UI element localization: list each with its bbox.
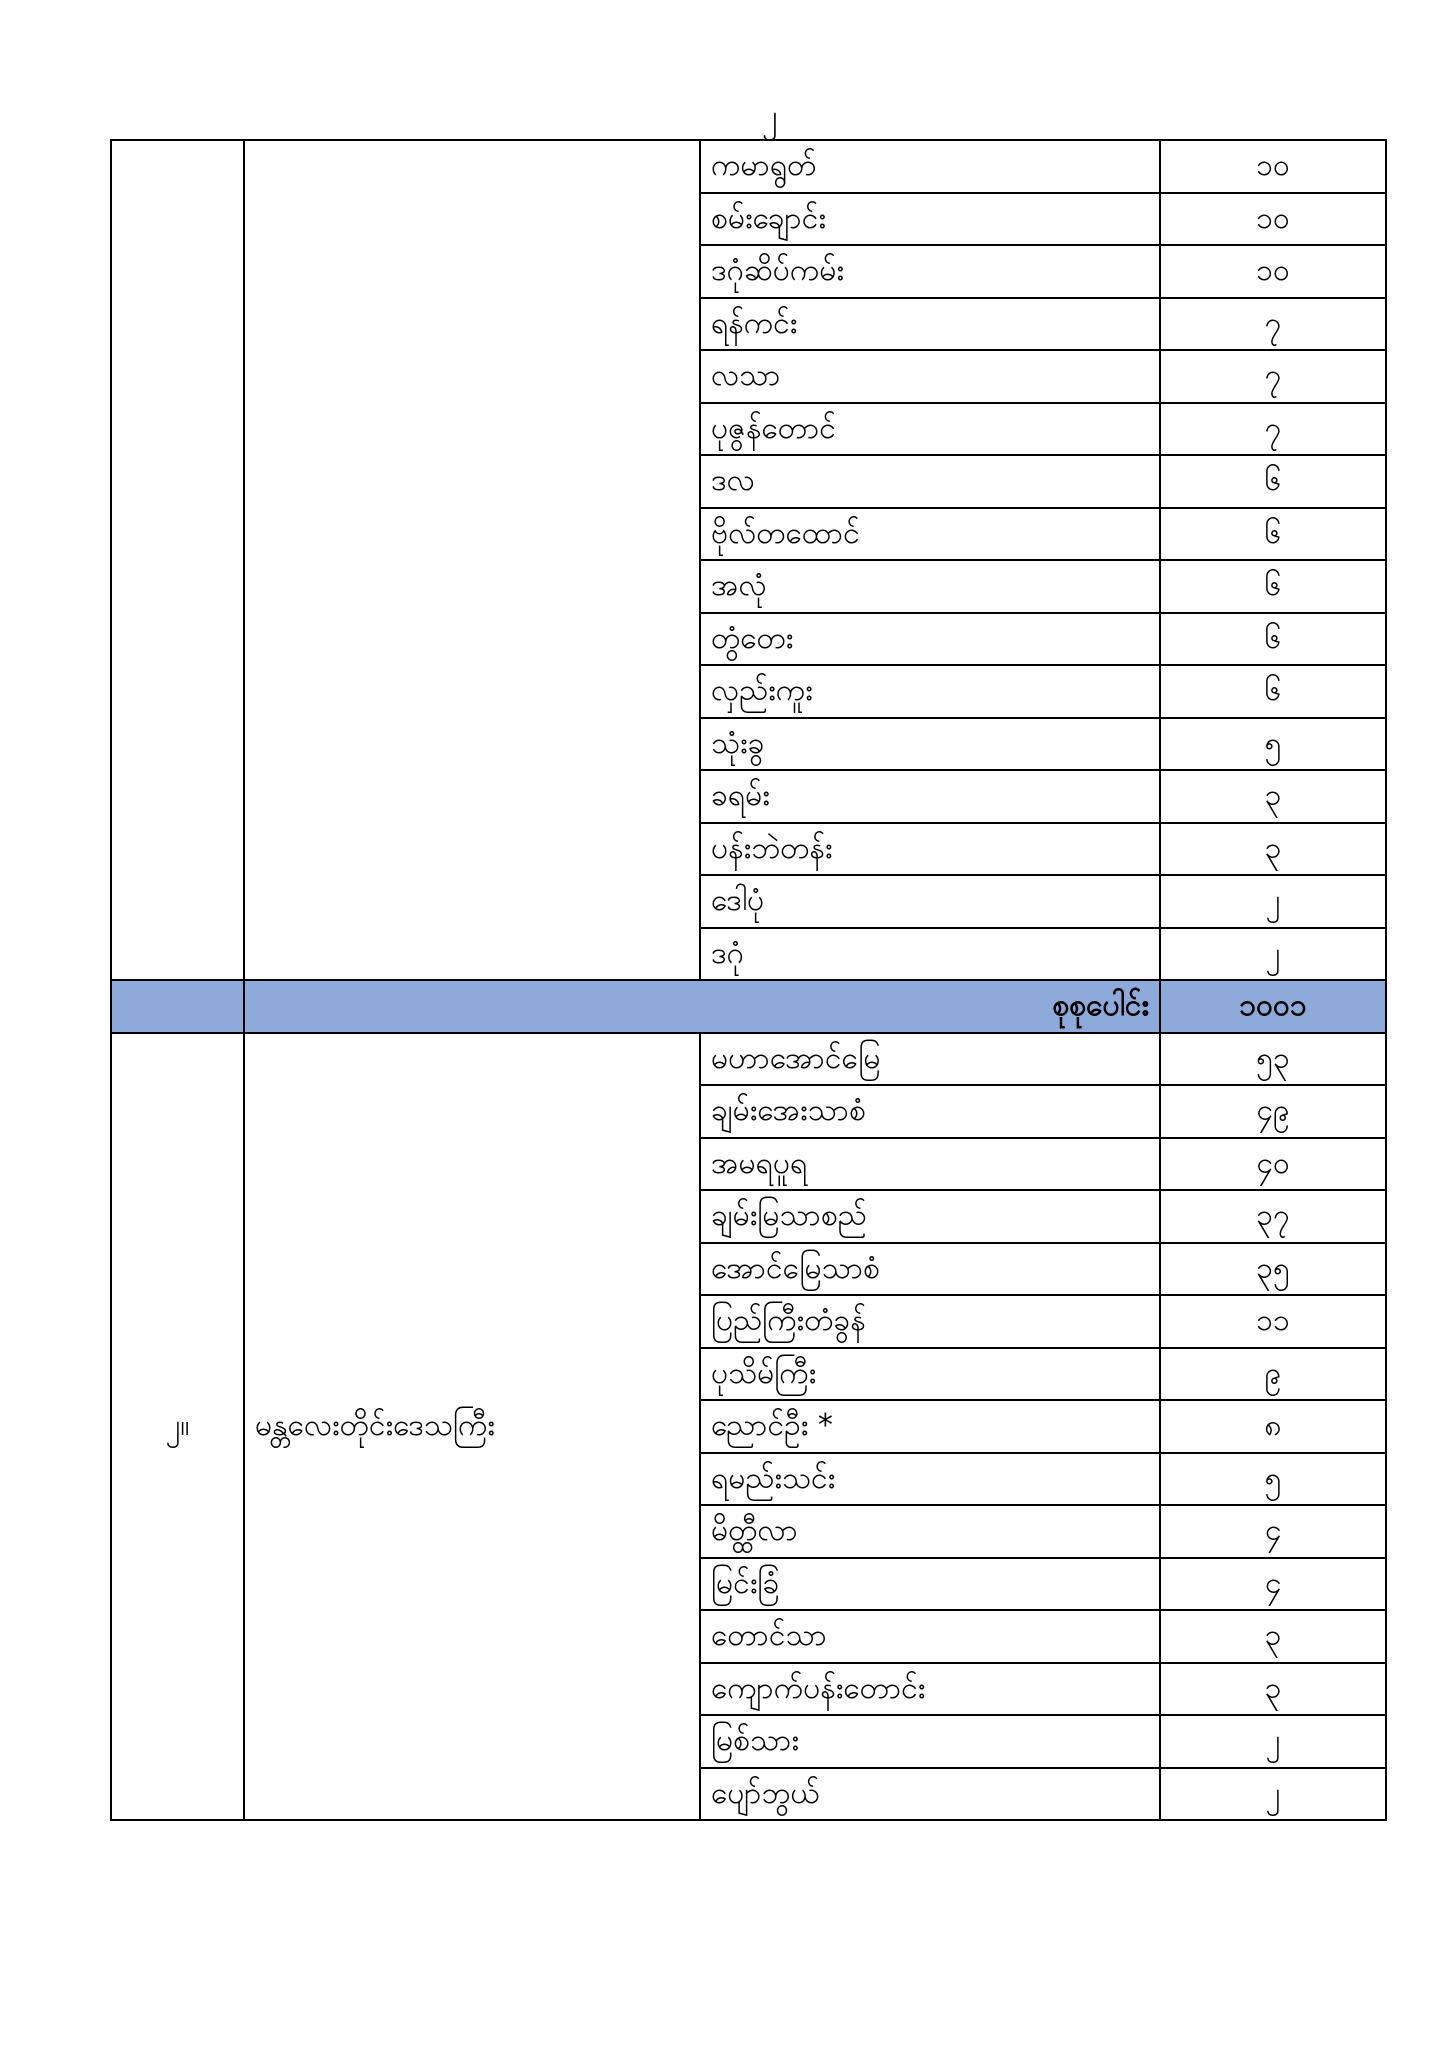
township-count: ၁၀ bbox=[1160, 140, 1386, 193]
township-name: ဒဂုံဆိပ်ကမ်း bbox=[700, 245, 1160, 298]
township-name: ပျော်ဘွယ် bbox=[700, 1768, 1160, 1821]
total-row bbox=[111, 980, 1386, 1033]
township-count: ၂ bbox=[1160, 875, 1386, 928]
township-name: ပန်းဘဲတန်း bbox=[700, 823, 1160, 876]
township-count: ၂ bbox=[1160, 1768, 1386, 1821]
township-name: စမ်းချောင်း bbox=[700, 193, 1160, 246]
township-name: ဒေါပုံ bbox=[700, 875, 1160, 928]
township-name: လသာ bbox=[700, 350, 1160, 403]
section-1-body bbox=[111, 140, 1386, 980]
section-2-body bbox=[111, 1033, 1386, 1821]
township-count: ၃၅ bbox=[1160, 1243, 1386, 1296]
section-number: ၂။ bbox=[111, 1033, 244, 1821]
township-name: ညောင်ဦး * bbox=[700, 1400, 1160, 1453]
township-count: ၄ bbox=[1160, 1505, 1386, 1558]
township-name: ဒလ bbox=[700, 455, 1160, 508]
township-count: ၅၃ bbox=[1160, 1033, 1386, 1086]
township-name: ဗိုလ်တထောင် bbox=[700, 508, 1160, 561]
township-count: ၈ bbox=[1160, 1400, 1386, 1453]
township-count: ၆ bbox=[1160, 508, 1386, 561]
total-label: စုစုပေါင်း bbox=[244, 980, 1160, 1033]
township-name: ရမည်းသင်း bbox=[700, 1453, 1160, 1506]
township-name: ဒဂုံ bbox=[700, 928, 1160, 981]
township-count: ၅ bbox=[1160, 718, 1386, 771]
township-count: ၉ bbox=[1160, 1348, 1386, 1401]
township-name: ပြည်ကြီးတံခွန် bbox=[700, 1295, 1160, 1348]
table-row bbox=[111, 1033, 1386, 1086]
township-count: ၁၀ bbox=[1160, 193, 1386, 246]
township-name: အောင်မြေသာစံ bbox=[700, 1243, 1160, 1296]
township-count: ၅ bbox=[1160, 1453, 1386, 1506]
township-count: ၇ bbox=[1160, 298, 1386, 351]
township-name: ချမ်းမြသာစည် bbox=[700, 1190, 1160, 1243]
township-count: ၂ bbox=[1160, 928, 1386, 981]
page-number: ၂ bbox=[762, 97, 778, 135]
table-row bbox=[111, 140, 1386, 193]
township-name: မြစ်သား bbox=[700, 1715, 1160, 1768]
township-name: မိတ္ထီလာ bbox=[700, 1505, 1160, 1558]
township-name: သုံးခွ bbox=[700, 718, 1160, 771]
township-name: ပုဇွန်တောင် bbox=[700, 403, 1160, 456]
township-name: ကျောက်ပန်းတောင်း bbox=[700, 1663, 1160, 1716]
township-count: ၁၁ bbox=[1160, 1295, 1386, 1348]
township-count: ၃၇ bbox=[1160, 1190, 1386, 1243]
township-count: ၂ bbox=[1160, 1715, 1386, 1768]
township-count: ၃ bbox=[1160, 770, 1386, 823]
township-count: ၃ bbox=[1160, 823, 1386, 876]
township-count: ၆ bbox=[1160, 560, 1386, 613]
township-name: မြင်းခြံ bbox=[700, 1558, 1160, 1611]
township-count: ၄၀ bbox=[1160, 1138, 1386, 1191]
township-count: ၆ bbox=[1160, 455, 1386, 508]
region-name bbox=[244, 140, 700, 980]
township-count: ၆ bbox=[1160, 665, 1386, 718]
total-number-cell bbox=[111, 980, 244, 1033]
township-count: ၇ bbox=[1160, 403, 1386, 456]
township-count: ၁၀ bbox=[1160, 245, 1386, 298]
region-name: မန္တလေးတိုင်းဒေသကြီး bbox=[244, 1033, 700, 1821]
township-count: ၆ bbox=[1160, 613, 1386, 666]
township-name: ရန်ကင်း bbox=[700, 298, 1160, 351]
township-name: ချမ်းအေးသာစံ bbox=[700, 1085, 1160, 1138]
township-name: လှည်းကူး bbox=[700, 665, 1160, 718]
section-number bbox=[111, 140, 244, 980]
township-name: တွံတေး bbox=[700, 613, 1160, 666]
township-count: ၃ bbox=[1160, 1663, 1386, 1716]
township-name: တောင်သာ bbox=[700, 1610, 1160, 1663]
township-count: ၇ bbox=[1160, 350, 1386, 403]
township-table bbox=[110, 139, 1387, 1821]
township-count: ၄ bbox=[1160, 1558, 1386, 1611]
total-value: ၁၀၀၁ bbox=[1160, 980, 1386, 1033]
total-body bbox=[111, 980, 1386, 1033]
township-name: ခရမ်း bbox=[700, 770, 1160, 823]
township-count: ၄၉ bbox=[1160, 1085, 1386, 1138]
township-count: ၃ bbox=[1160, 1610, 1386, 1663]
township-name: ကမာရွတ် bbox=[700, 140, 1160, 193]
township-name: အလုံ bbox=[700, 560, 1160, 613]
township-name: အမရပူရ bbox=[700, 1138, 1160, 1191]
township-name: ပုသိမ်ကြီး bbox=[700, 1348, 1160, 1401]
township-name: မဟာအောင်မြေ bbox=[700, 1033, 1160, 1086]
